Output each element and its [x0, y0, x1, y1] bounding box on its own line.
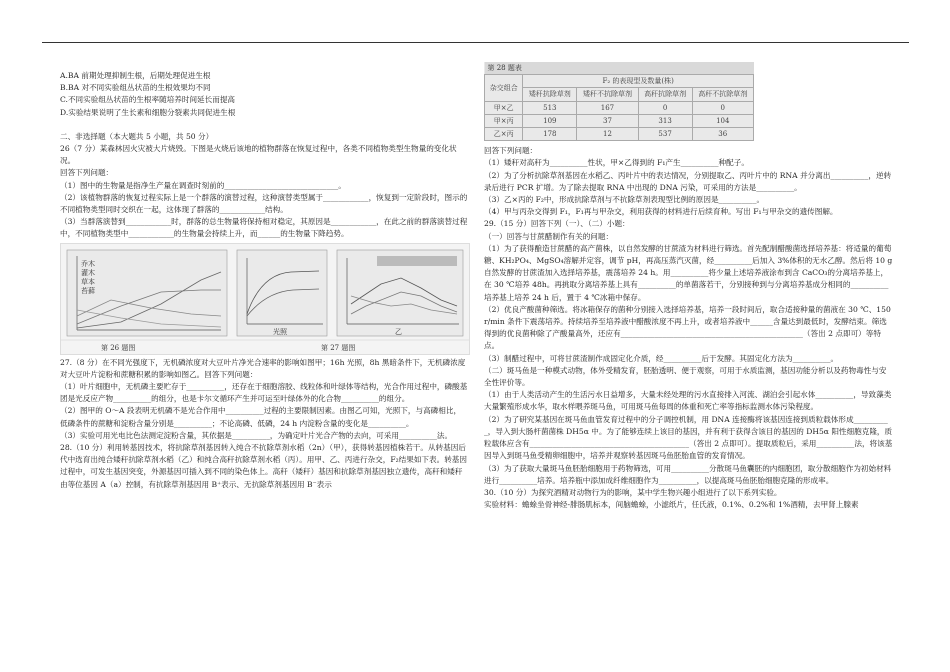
legend-tree: 乔木: [81, 259, 95, 268]
table-cell: 313: [638, 114, 692, 127]
q26-sub1: （1）图中的生物量是指净生产量在调查时刻前的______________________________。: [60, 180, 346, 190]
q26-sub3: （3）当群落演替到____________时，群落的总生物量将保持相对稳定，其原因是____________，在此之前的群落演替过程中，不同植物类型中____________的生物量会持续上升，而______的生物量下降趋势。: [60, 217, 468, 239]
q27-sub1: （1）叶片细胞中，无机磷主要贮存于__________，还存在于细胞溶胶、线粒体和叶绿体等结构，光合作用过程中，磷酸基团是光反应产物__________的组分，也是卡尔文循环产生并可运至叶绿体外的化合物__________的组分。: [60, 382, 468, 404]
table-cell: 37: [577, 114, 638, 127]
table-cell: 0: [692, 101, 754, 114]
table-caption: 第 28 题表: [485, 62, 754, 75]
fig27-caption: 第 27 题图: [321, 343, 356, 352]
q27-sub3: （3）实验可用光电比色法测定淀粉含量，其依据是__________，为确定叶片光合产物的去向，可采用__________法。: [60, 430, 453, 440]
table-header-cross: 杂交组合: [485, 75, 523, 101]
table-cell: 甲×乙: [485, 101, 523, 114]
table-cell: 12: [577, 128, 638, 141]
option-c: C.不同实验组丛状苗的生根率随培养时间延长而提高: [60, 95, 236, 105]
section-title: 二、非选择题（本大题共 5 小题，共 50 分）: [60, 131, 214, 141]
q29-stem: 29.（15 分）回答下列（一）、（二）小题：: [484, 219, 630, 229]
table-col: 矮秆抗除草剂: [523, 88, 577, 101]
q29-p2-3: （3）为了获取大量斑马鱼胚胎细胞用于药物筛选，可用__________分散斑马鱼囊胚的内细胞团，取分散细胞作为初始材料进行__________培养。培养瓶中添加成纤维细胞作为__________，以提高斑马鱼胚胎细胞克隆的形成率。: [484, 463, 892, 485]
fig27-yi-label: 乙: [395, 327, 402, 336]
option-b: B.BA 对不同实验组丛状苗的生根效果均不同: [60, 83, 211, 93]
q28-sub3: （3）乙×丙的 F₂中，形成抗除草剂与不抗除草剂表现型比例的原因是__________。: [484, 195, 765, 205]
legend-moss: 苔藓: [81, 286, 95, 295]
q30-materials: 实验材料：蟾蜍坐骨神经-腓肠肌标本，间脑蟾蜍，小滤纸片，任氏液，0.1%、0.2%和 1%酒精，去甲肾上腺素: [484, 500, 859, 510]
q26-prompt: 回答下列问题：: [60, 168, 114, 178]
table-cell: 109: [523, 114, 577, 127]
table-header-main: F₂ 的表现型及数量(株): [523, 75, 754, 88]
legend-herb: 草本: [81, 277, 95, 286]
q27-sub2: （2）图甲的 O～A 段表明无机磷不是光合作用中__________过程的主要限制因素。由图乙可知，光照下，与高磷相比，低磷条件的蔗糖和淀粉含量分别是__________；不论高磷、低磷，24 h 内淀粉含量的变化是__________。: [60, 406, 462, 428]
table-row: [485, 101, 754, 114]
q30-stem: 30.（10 分）为探究酒精对动物行为的影响，某中学生物兴趣小组进行了以下系列实验。: [484, 487, 782, 497]
fig26-caption: 第 26 题图: [101, 343, 136, 352]
right-column: [484, 62, 894, 511]
q28-table: [484, 62, 754, 141]
q29-p1-3: （3）制醋过程中，可将甘蔗渣制作成固定化介质，经__________后于发酵。其固定化方法为__________。: [484, 353, 839, 363]
q28-sub2: （2）为了分析抗除草剂基因在水稻乙、丙叶片中的表达情况，分别提取乙、丙叶片中的 RNA 并分离出__________，逆转录后进行 PCR 扩增。为了除去提取 RNA 中出现的 DNA 污染，可采用的方法是__________。: [484, 170, 892, 192]
q26-sub2: （2）该植物群落的恢复过程实际上是一个群落的演替过程，这种演替类型属于____________，恢复到一定阶段时，图示的不同植物类型同时交织在一起，这体现了群落的____________结构。: [60, 192, 468, 215]
q29-p2-2: （2）为了研究某基因在斑马鱼血管发育过程中的分子调控机制，用 DNA 连接酶将该基因连接到质粒载体形成__________，导入到大肠杆菌菌株 DH5α 中。为了能够连续上该目的基因，并有利于获得含该目的基因的 DH5α 阳性细胞克隆，质粒载体应含有__________________________________________（答出 2 点即可）。提取质粒后，采用__________法，将该基因导入到斑马鱼受精卵细胞中，培养并观察转基因斑马鱼胚胎血管的发育情况。: [484, 414, 893, 461]
table-col: 矮秆不抗除草剂: [577, 88, 638, 101]
option-d: D.实验结果说明了生长素和细胞分裂素共同促进生根: [60, 107, 236, 117]
figure-26-27: [60, 243, 470, 355]
table-cell: 0: [638, 101, 692, 114]
q27-stem: 27.（8 分）在不同光强度下，无机磷浓度对大豆叶片净光合速率的影响如图甲；16h 光照，8h 黑暗条件下，无机磷浓度对大豆叶片淀粉和蔗糖积累的影响如图乙。回答下列问题：: [60, 357, 466, 379]
header-rule: [42, 42, 909, 43]
table-cell: 36: [692, 128, 754, 141]
legend-shrub: 灌木: [81, 268, 95, 277]
q29-p1-1: （1）为了获得酿造甘蔗醋的高产菌株，以自然发酵的甘蔗渣为材料进行筛选。首先配制醋酸菌选择培养基：将适量的葡萄糖、KH₂PO₄、MgSO₄溶解并定容，调节 pH，再高压蒸汽灭菌，经__________后加入 3%体积的无水乙醇。然后将 10 g 自然发酵的甘蔗渣加入选择培养基，震荡培养 24 h。用__________将少量上述培养液涂布到含 CaCO₃的分离培养基上，在 30 ℃培养 48h。再挑取分离培养基上具有__________的单菌落若干，分别接种到与分离培养基成分相同的__________培养基上培养 24 h 后，置于 4 ℃冰箱中保存。: [484, 243, 895, 302]
table-cell: 178: [523, 128, 577, 141]
q29-part2-title: （二）斑马鱼是一种模式动物，体外受精发育，胚胎透明、便于观察，可用于水质监测，基因功能分析以及药物毒性与安全性评价等。: [484, 365, 887, 388]
option-a: A.BA 前期处理抑制生根，后期处理促进生根: [60, 71, 211, 80]
left-column: [60, 70, 468, 491]
q29-p1-2: （2）优良产酸菌种筛选。将冰箱保存的菌种分别接入选择培养基，培养一段时间后，取合适接种量的菌液在 30 ℃、150 r/min 条件下震荡培养。持续培养至培养液中醋酸浓度不再上升，或者培养液中______含量达到最低时，发酵结束。筛选得到的优良菌种除了产酸量高外，还应有________________________________________________（答出 2 点即可）等特点。: [484, 304, 894, 351]
table-row: [485, 128, 754, 141]
table-cell: 513: [523, 101, 577, 114]
q29-part1-title: （一）回答与甘蔗醋制作有关的问题：: [484, 231, 614, 241]
q29-p2-1: （1）由于人类活动产生的生活污水日益增多，大量未经处理的污水直接排入河流、湖泊会引起水体__________，导致藻类大量繁殖形成水华，取水样喂养斑马鱼，可用斑马鱼每周的体重和死亡率等指标监测水体污染程度。: [484, 390, 892, 412]
table-cell: 537: [638, 128, 692, 141]
q26-stem: 26（7 分）某森林因火灾被大片烧毁。下图是火烧后该地的植物群落在恢复过程中，各类不同植物类型生物量的变化状况。: [60, 144, 457, 166]
table-col: 高秆不抗除草剂: [692, 88, 754, 101]
table-cell: 104: [692, 114, 754, 127]
fig27-xlabel: 光照: [273, 327, 287, 336]
table-cell: 167: [577, 101, 638, 114]
figure-graphics: [61, 244, 469, 354]
table-row: [485, 114, 754, 127]
q28-sub4: （4）甲与丙杂交得到 F₁，F₁再与甲杂交，利用获得的材料进行后续育种。写出 F₁与甲杂交的遗传图解。: [484, 207, 838, 217]
q28-sub1: （1）矮秆对高秆为__________性状，甲×乙得到的 F₁产生__________种配子。: [484, 158, 749, 168]
table-col: 高秆抗除草剂: [638, 88, 692, 101]
table-cell: 乙×丙: [485, 128, 523, 141]
q28-prompt: 回答下列问题：: [484, 146, 538, 156]
table-cell: 甲×丙: [485, 114, 523, 127]
q28-stem: 28.（10 分）利用转基因技术，将抗除草剂基因转入纯合不抗除草剂水稻（2n）（甲），获得转基因植株若干。从转基因后代中选育出纯合矮秆抗除草剂水稻（乙）和纯合高秆抗除草剂水稻（丙）。用甲、乙、丙进行杂交，F₂结果如下表。转基因过程中，可发生基因突变，外源基因可插入到不同的染色体上。高秆（矮秆）基因和抗除草剂基因独立遗传，高秆和矮秆由等位基因 A（a）控制，有抗除草剂基因用 B⁺表示、无抗除草剂基因用 B⁻表示: [60, 443, 467, 489]
